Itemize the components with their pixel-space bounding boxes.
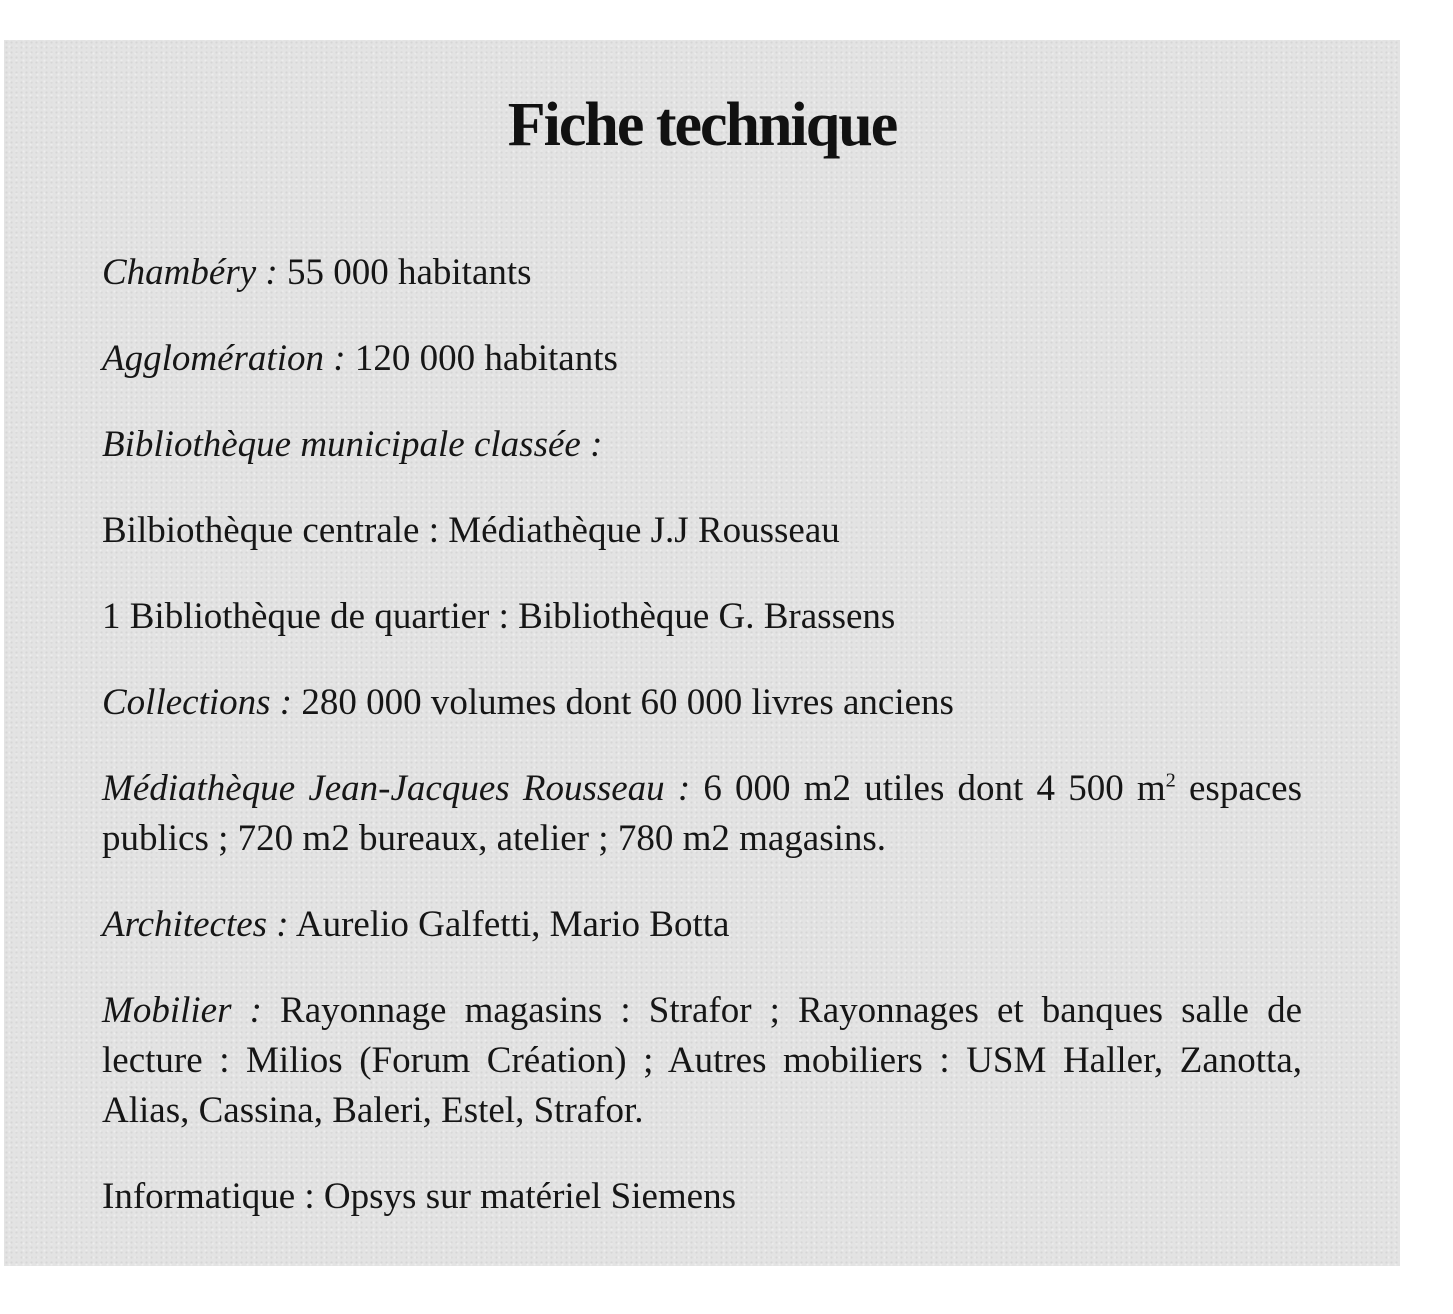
entry-value: 55 000 habitants [277, 252, 532, 293]
fact-sheet-panel [4, 40, 1400, 1266]
entry-label: Chambéry : [102, 252, 278, 293]
entry-value: Informatique : Opsys sur matériel Siemens [102, 1176, 737, 1217]
superscript-2: 2 [1165, 769, 1176, 792]
entry-label: Architectes : [102, 904, 289, 945]
entry-value-continued: espaces publics ; 720 m2 bureaux, atelier ; 780 m2 magasins. [102, 768, 1302, 859]
entry-label: Bibliothèque municipale classée : [102, 424, 603, 465]
entry-value: Aurelio Galfetti, Mario Botta [288, 904, 730, 945]
entry-district-library [102, 592, 1302, 642]
entry-agglomeration [102, 334, 1302, 384]
entry-value: Bilbiothèque centrale : Médiathèque J.J Rousseau [102, 510, 840, 551]
entry-library-classified [102, 420, 1302, 470]
entry-value: 6 000 m2 utiles dont 4 500 m [690, 768, 1166, 809]
entry-label: Agglomération : [102, 338, 346, 379]
entry-value: 120 000 habitants [345, 338, 618, 379]
entry-central-library [102, 506, 1302, 556]
entry-furniture [102, 986, 1302, 1136]
entry-value: Rayonnage magasins : Strafor ; Rayonnages et banques salle de lecture : Milios (Forum Création) ; Autres mobiliers : USM Haller, Zanotta, Alias, Cassina, Baleri, Estel, Strafor. [102, 990, 1302, 1131]
entry-label: Médiathèque Jean-Jacques Rousseau : [102, 768, 691, 809]
entry-computing [102, 1172, 1302, 1222]
entry-value: 1 Bibliothèque de quartier : Bibliothèque G. Brassens [102, 596, 896, 637]
fact-sheet-title: Fiche technique [507, 91, 897, 159]
entry-label: Collections : [102, 682, 293, 723]
entry-collections [102, 678, 1302, 728]
entry-value: 280 000 volumes dont 60 000 livres anciens [292, 682, 954, 723]
entry-chambery [102, 248, 1302, 298]
entry-label: Mobilier : [102, 990, 262, 1031]
entry-architects [102, 900, 1302, 950]
entry-mediatheque-area [102, 764, 1302, 864]
